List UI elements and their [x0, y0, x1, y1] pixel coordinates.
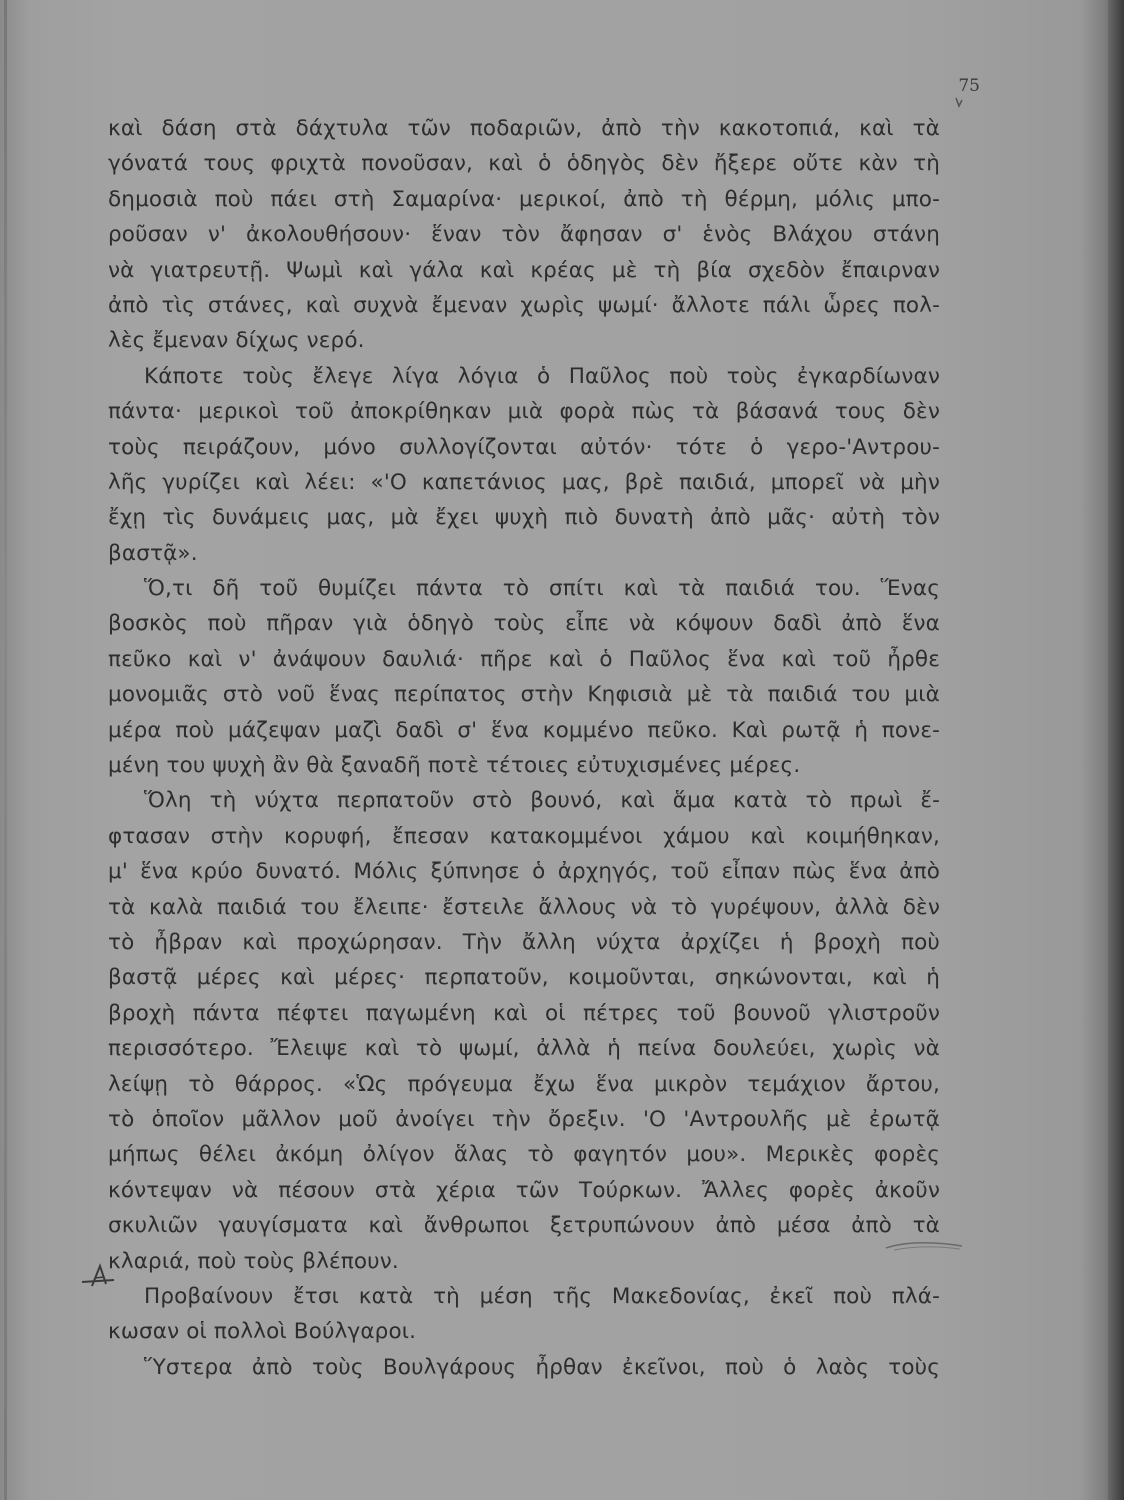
page-edge-shadow	[1108, 0, 1124, 1500]
text-line: κόντεψαν νὰ πέσουν στὰ χέρια τῶν Τούρκων. Ἄλλες φορὲς ἀκοῦν	[108, 1177, 940, 1203]
text-line: ροῦσαν ν' ἀκολουθήσουν· ἕναν τὸν ἄφησαν σ' ἑνὸς Βλάχου στάνη	[108, 222, 940, 248]
text-line: μήπως θέλει ἀκόμη ὀλίγον ἅλας τὸ φαγητόν μου». Μερικὲς φορὲς	[108, 1142, 940, 1168]
text-line: πάντα· μερικοὶ τοῦ ἀποκρίθηκαν μιὰ φορὰ πὼς τὰ βάσανά τους δὲν	[108, 399, 940, 425]
text-line: περισσότερο. Ἔλειψε καὶ τὸ ψωμί, ἀλλὰ ἡ πείνα δουλεύει, χωρὶς νὰ	[108, 1036, 940, 1062]
pencil-tick-mark	[954, 96, 964, 108]
text-line: λῆς γυρίζει καὶ λέει: «'Ο καπετάνιος μας, βρὲ παιδιά, μπορεῖ νὰ μὴν	[108, 469, 940, 495]
text-line: πεῦκο καὶ ν' ἀνάψουν δαυλιά· πῆρε καὶ ὁ Παῦλος ἕνα καὶ τοῦ ἦρθε	[108, 646, 940, 672]
binding-edge	[4, 0, 7, 1500]
text-line: Κάποτε τοὺς ἔλεγε λίγα λόγια ὁ Παῦλος ποὺ τοὺς ἐγκαρδίωναν	[144, 363, 940, 389]
text-line: δημοσιὰ ποὺ πάει στὴ Σαμαρίνα· μερικοί, ἀπὸ τὴ θέρμη, μόλις μπο-	[108, 186, 940, 212]
text-line: μένη του ψυχὴ ἂν θὰ ξαναδῆ ποτὲ τέτοιες εὐτυχισμένες μέρες.	[108, 753, 801, 779]
text-line: λὲς ἔμεναν δίχως νερό.	[108, 328, 365, 354]
text-line: ἀπὸ τὶς στάνες, καὶ συχνὰ ἔμεναν χωρὶς ψωμί· ἄλλοτε πάλι ὧρες πολ-	[108, 292, 940, 318]
text-line: γόνατά τους φριχτὰ πονοῦσαν, καὶ ὁ ὁδηγὸς δὲν ἤξερε οὔτε κὰν τὴ	[108, 151, 940, 177]
text-line: βοσκὸς ποὺ πῆραν γιὰ ὁδηγὸ τοὺς εἶπε νὰ κόψουν δαδὶ ἀπὸ ἕνα	[108, 611, 940, 637]
text-line: βαστᾷ μέρες καὶ μέρες· περπατοῦν, κοιμοῦνται, σηκώνονται, καὶ ἡ	[108, 965, 940, 991]
text-line: Ὕστερα ἀπὸ τοὺς Βουλγάρους ἦρθαν ἐκεῖνοι, ποὺ ὁ λαὸς τοὺς	[144, 1354, 940, 1380]
text-line: τοὺς πειράζουν, μόνο συλλογίζονται αὐτόν· τότε ὁ γερο-'Αντρου-	[108, 434, 940, 460]
text-line: τὰ καλὰ παιδιά του ἔλειπε· ἔστειλε ἄλλους νὰ τὸ γυρέψουν, ἀλλὰ δὲν	[108, 894, 940, 920]
text-line: βαστᾷ».	[108, 540, 198, 566]
text-line: Προβαίνουν ἔτσι κατὰ τὴ μέση τῆς Μακεδονίας, ἐκεῖ ποὺ πλά-	[144, 1283, 940, 1309]
text-line: Ὅλη τὴ νύχτα περπατοῦν στὸ βουνό, καὶ ἅμα κατὰ τὸ πρωὶ ἔ-	[144, 788, 940, 814]
page-number: 75	[958, 76, 980, 96]
text-line: νὰ γιατρευτῇ. Ψωμὶ καὶ γάλα καὶ κρέας μὲ τὴ βία σχεδὸν ἔπαιρναν	[108, 257, 940, 283]
text-line: κωσαν οἱ πολλοὶ Βούλγαροι.	[108, 1319, 417, 1345]
text-line: κλαριά, ποὺ τοὺς βλέπουν.	[108, 1248, 399, 1274]
text-line: μ' ἕνα κρύο δυνατό. Μόλις ξύπνησε ὁ ἀρχηγός, τοῦ εἶπαν πὼς ἕνα ἀπὸ	[108, 859, 940, 885]
text-line: ἔχῃ τὶς δυνάμεις μας, μὰ ἔχει ψυχὴ πιὸ δυνατὴ ἀπὸ μᾶς· αὐτὴ τὸν	[108, 505, 940, 531]
text-line: σκυλιῶν γαυγίσματα καὶ ἄνθρωποι ξετρυπώνουν ἀπὸ μέσα ἀπὸ τὰ	[108, 1213, 940, 1239]
text-line: φτασαν στὴν κορυφή, ἔπεσαν κατακομμένοι χάμου καὶ κοιμήθηκαν,	[108, 823, 940, 849]
text-line: τὸ ἦβραν καὶ προχώρησαν. Τὴν ἄλλη νύχτα ἀρχίζει ἡ βροχὴ ποὺ	[108, 929, 940, 955]
text-line: Ὅ,τι δῆ τοῦ θυμίζει πάντα τὸ σπίτι καὶ τὰ παιδιά του. Ἕνας	[144, 576, 940, 602]
body-text	[108, 111, 940, 1385]
text-line: μονομιᾶς στὸ νοῦ ἕνας περίπατος στὴν Κηφισιὰ μὲ τὰ παιδιά του μιὰ	[108, 682, 940, 708]
text-line: μέρα ποὺ μάζεψαν μαζὶ δαδὶ σ' ἕνα κομμένο πεῦκο. Καὶ ρωτᾷ ἡ πονε-	[108, 717, 940, 743]
text-line: βροχὴ πάντα πέφτει παγωμένη καὶ οἱ πέτρες τοῦ βουνοῦ γλιστροῦν	[108, 1000, 940, 1026]
text-line: λείψῃ τὸ θάρρος. «Ὡς πρόγευμα ἔχω ἕνα μικρὸν τεμάχιον ἄρτου,	[108, 1071, 940, 1097]
text-line: καὶ δάση στὰ δάχτυλα τῶν ποδαριῶν, ἀπὸ τὴν κακοτοπιά, καὶ τὰ	[108, 116, 940, 141]
text-line: τὸ ὁποῖον μᾶλλον μοῦ ἀνοίγει τὴν ὄρεξιν. 'Ο 'Αντρουλῆς μὲ ἐρωτᾷ	[108, 1106, 940, 1132]
